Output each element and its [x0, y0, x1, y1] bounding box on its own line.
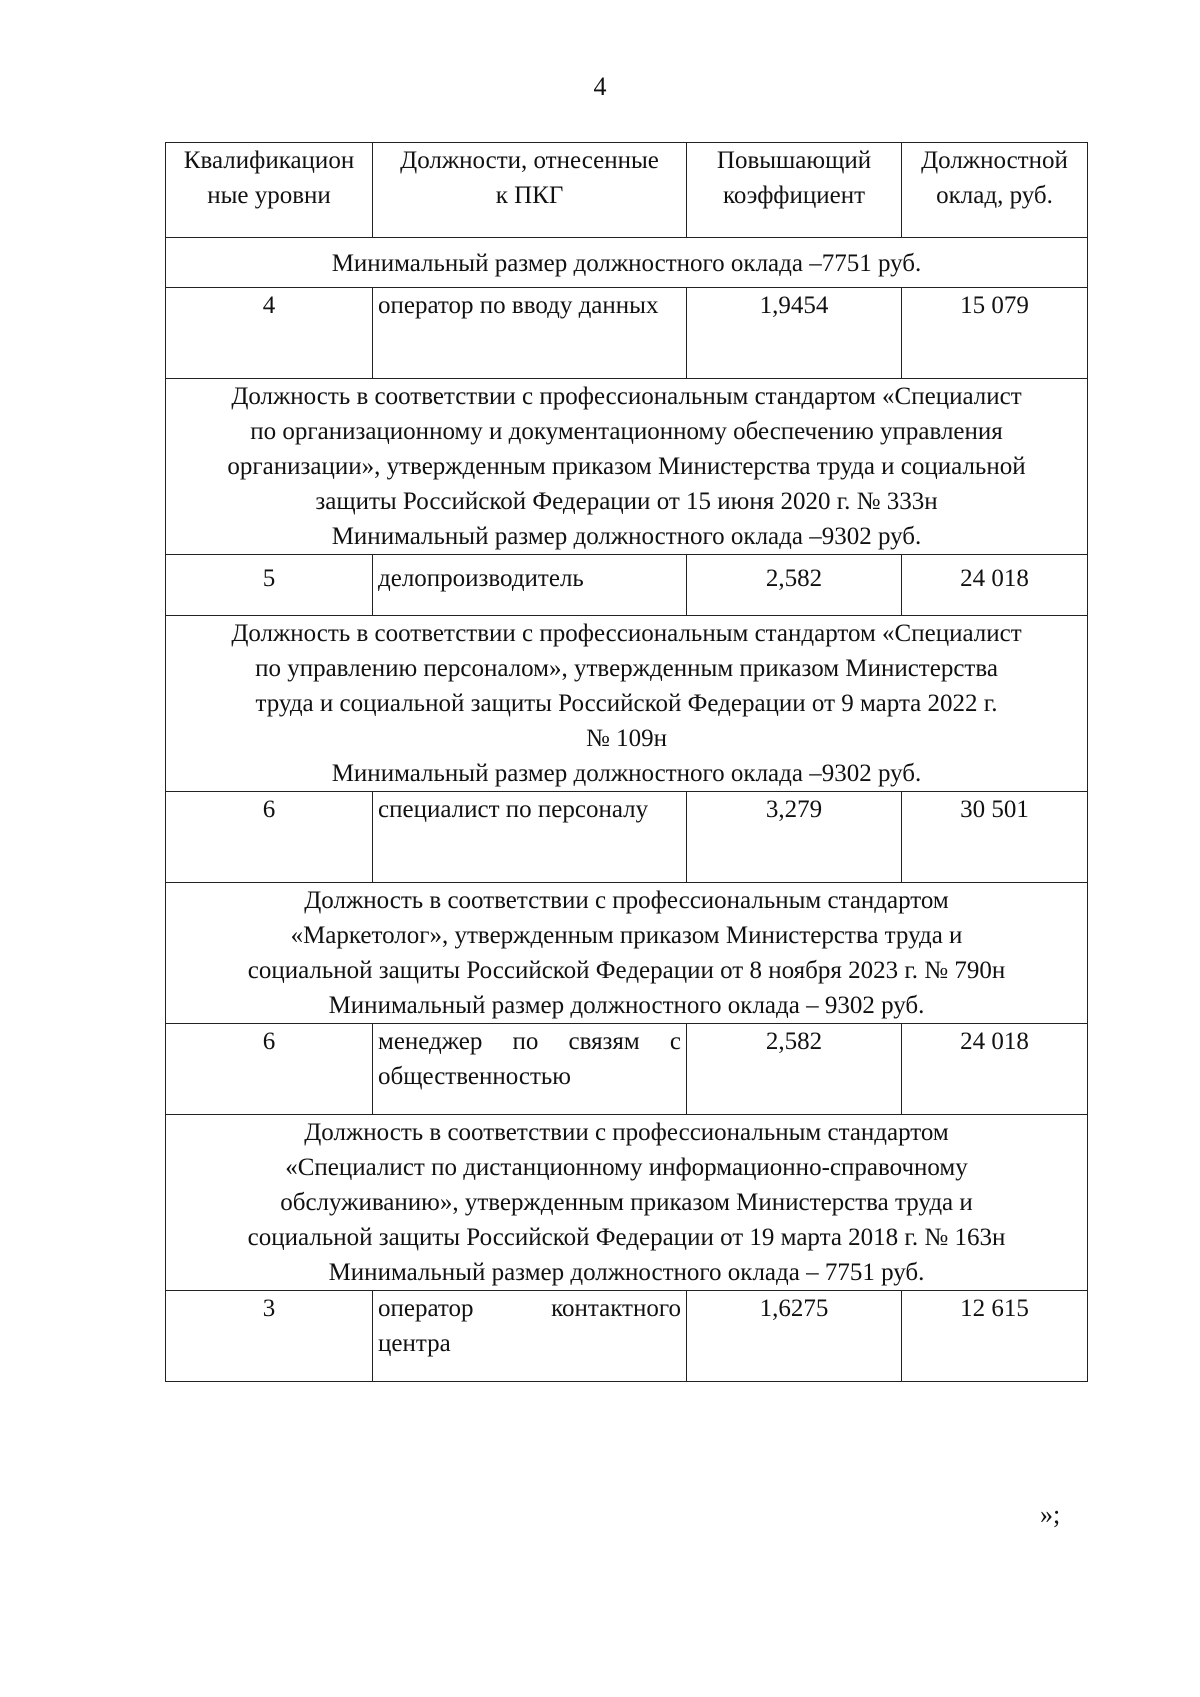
header-qualification-levels: Квалификацион ные уровни — [166, 143, 373, 238]
section-line: по организационному и документационному обеспечению управления — [250, 418, 1003, 445]
section-line: социальной защиты Российской Федерации от 19 марта 2018 г. № 163н — [247, 1224, 1006, 1251]
section-heading — [166, 238, 1088, 288]
table-row — [166, 792, 1088, 883]
section-line: Должность в соответствии с профессиональным стандартом — [304, 887, 949, 914]
section-line: Минимальный размер должностного оклада – 7751 руб. — [328, 1259, 925, 1286]
section-line: защиты Российской Федерации от 15 июня 2020 г. № 333н — [315, 488, 938, 515]
header-positions: Должности, отнесенные к ПКГ — [373, 143, 687, 238]
section-line: Минимальный размер должностного оклада –9302 руб. — [331, 523, 922, 550]
table-row — [166, 1024, 1088, 1115]
section-line: Минимальный размер должностного оклада – 9302 руб. — [328, 992, 925, 1019]
section-line: по управлению персоналом», утвержденным приказом Министерства — [255, 655, 998, 682]
section-line: Должность в соответствии с профессиональным стандартом — [304, 1119, 949, 1146]
cell-salary: 30 501 — [902, 792, 1088, 883]
section-line: Должность в соответствии с профессиональным стандартом «Специалист — [231, 620, 1022, 647]
section-line: социальной защиты Российской Федерации от 8 ноября 2023 г. № 790н — [247, 957, 1006, 984]
cell-coefficient: 2,582 — [687, 555, 902, 616]
cell-coefficient: 3,279 — [687, 792, 902, 883]
table-row — [166, 555, 1088, 616]
cell-position: оператор по вводу данных — [373, 288, 687, 379]
cell-salary: 24 018 — [902, 555, 1088, 616]
section-heading — [166, 1115, 1088, 1291]
cell-level: 6 — [166, 1024, 373, 1115]
cell-level: 4 — [166, 288, 373, 379]
section-line: организации», утвержденным приказом Министерства труда и социальной — [227, 453, 1026, 480]
section-line: «Специалист по дистанционному информационно-справочному — [285, 1154, 968, 1181]
cell-position: оператор контактного центра — [373, 1291, 687, 1382]
table-row — [166, 288, 1088, 379]
section-line: Минимальный размер должностного оклада –9302 руб. — [331, 760, 922, 787]
cell-coefficient: 1,6275 — [687, 1291, 902, 1382]
section-line: Минимальный размер должностного оклада –7751 руб. — [331, 250, 922, 277]
section-heading — [166, 379, 1088, 555]
section-heading — [166, 883, 1088, 1024]
section-line: труда и социальной защиты Российской Федерации от 9 марта 2022 г. — [255, 690, 998, 717]
cell-salary: 15 079 — [902, 288, 1088, 379]
header-coefficient: Повышающий коэффициент — [687, 143, 902, 238]
cell-position: специалист по персоналу — [373, 792, 687, 883]
cell-position: менеджер по связям с общественностью — [373, 1024, 687, 1115]
cell-coefficient: 1,9454 — [687, 288, 902, 379]
cell-position: делопроизводитель — [373, 555, 687, 616]
cell-level: 3 — [166, 1291, 373, 1382]
header-salary: Должностной оклад, руб. — [902, 143, 1088, 238]
section-line: Должность в соответствии с профессиональным стандартом «Специалист — [231, 383, 1022, 410]
salary-table — [165, 142, 1088, 1382]
page-number: 4 — [593, 72, 607, 101]
cell-salary: 12 615 — [902, 1291, 1088, 1382]
section-line: «Маркетолог», утвержденным приказом Министерства труда и — [290, 922, 963, 949]
cell-level: 5 — [166, 555, 373, 616]
table-row — [166, 1291, 1088, 1382]
table-header-row — [166, 143, 1088, 238]
section-line: обслуживанию», утвержденным приказом Министерства труда и — [280, 1189, 973, 1216]
closing-quote-mark: »; — [1040, 1500, 1061, 1529]
cell-coefficient: 2,582 — [687, 1024, 902, 1115]
cell-salary: 24 018 — [902, 1024, 1088, 1115]
cell-level: 6 — [166, 792, 373, 883]
section-heading — [166, 616, 1088, 792]
section-line: № 109н — [586, 725, 667, 752]
